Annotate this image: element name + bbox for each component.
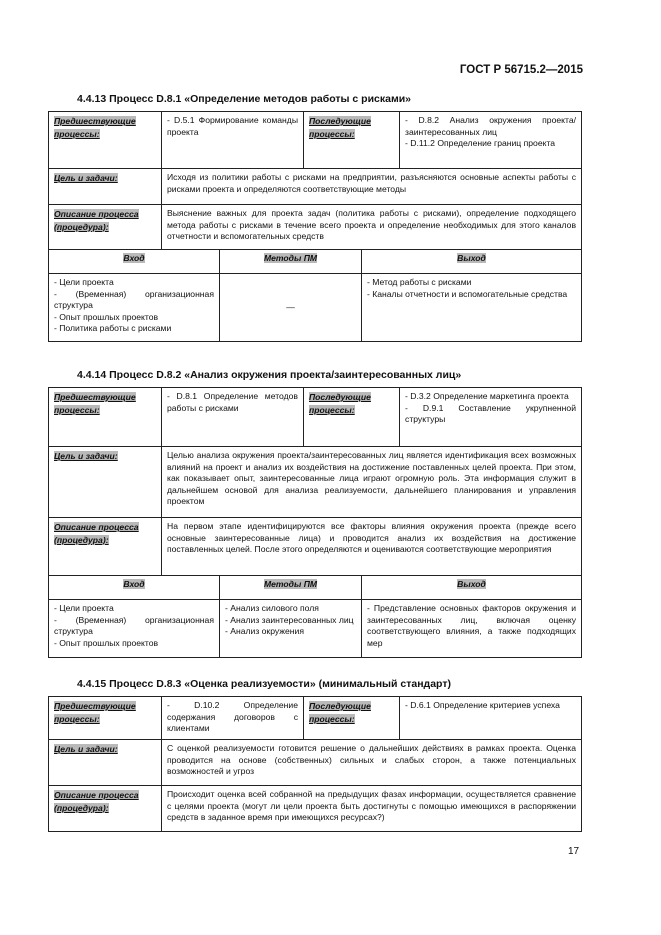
input-header-label: Вход <box>123 579 145 589</box>
list-item: - Каналы отчетности и вспомогательные средства <box>367 288 568 299</box>
prev-item: - D.5.1 Формирование команды проекта <box>167 115 298 137</box>
input-list <box>49 600 220 658</box>
desc-label-cell <box>49 786 162 832</box>
list-item: - Опыт прошлых проектов <box>54 311 159 322</box>
list-item: - Цели проекта <box>54 603 114 613</box>
methods-header-label: Методы ПМ <box>263 579 318 589</box>
next-label-cell <box>304 112 400 169</box>
prev-label-cell <box>49 697 162 740</box>
page-number: 17 <box>568 846 580 857</box>
goal-label: Цель и задачи: <box>54 173 118 183</box>
prev-label: Предшествующие процессы: <box>54 392 136 415</box>
output-header <box>362 250 582 274</box>
list-item: - Цели проекта <box>54 277 114 287</box>
desc-label-cell <box>49 518 162 576</box>
next-processes <box>400 697 582 740</box>
goal-label: Цель и задачи: <box>54 744 118 754</box>
desc-text: Происходит оценка всей собранной на предыдущих фазах информации, осуществляется сравнение с целями проекта (могут ли цели проекта быть достигнуты с помощью имеющихся в распоряжении средств в заданное время при имеющихся ресурсах?) <box>162 786 582 832</box>
list-item: - (Временная) организационная структура <box>54 288 214 310</box>
next-processes <box>400 388 582 447</box>
goal-label-cell <box>49 447 162 518</box>
prev-processes <box>162 388 304 447</box>
next-item: - D.9.1 Составление укрупненной структуры <box>405 402 577 424</box>
list-item: - Представление основных факторов окружения и заинтересованных лиц, включая оценку соответствующего влияния, а также подходящих мер <box>367 603 577 648</box>
section-heading: 4.4.15 Процесс D.8.3 «Оценка реализуемости» (минимальный стандарт) <box>77 678 451 690</box>
next-label-cell <box>304 388 400 447</box>
methods-header-label: Методы ПМ <box>263 253 318 263</box>
next-item: - D.8.2 Анализ окружения проекта/заинтересованных лиц <box>405 115 577 137</box>
input-header <box>49 576 220 600</box>
list-item: - Анализ заинтересованных лиц <box>225 614 354 625</box>
output-header-label: Выход <box>457 253 486 263</box>
goal-label-cell <box>49 740 162 786</box>
standard-number: ГОСТ Р 56715.2—2015 <box>459 64 583 76</box>
desc-text: Выяснение важных для проекта задач (политика работы с рисками), определение подходящего метода работы с рисками в течение всего проекта и определение необходимых для этого каналов отчетности и вспомогательных средств <box>162 205 582 250</box>
desc-label: Описание процесса (процедура): <box>54 209 139 232</box>
methods-header <box>220 576 362 600</box>
desc-text: На первом этапе идентифицируются все факторы влияния окружения проекта (прежде всего основные заинтересованные лица) и проводится анализ их воздействия на достижение поставленных целей. После этого определяются и оцениваются соответствующие мероприятия <box>162 518 582 576</box>
next-processes <box>400 112 582 169</box>
list-item: - Метод работы с рисками <box>367 277 472 287</box>
next-item: - D.3.2 Определение маркетинга проекта <box>405 391 569 401</box>
next-label: Последующие процессы: <box>309 392 371 415</box>
list-item: - Политика работы с рисками <box>54 323 172 333</box>
output-header-label: Выход <box>457 579 486 589</box>
goal-text: Исходя из политики работы с рисками на предприятии, разъясняются основные аспекты работы с рисками проекта и определяются соответствующие методы <box>162 169 582 205</box>
prev-item: - D.8.1 Определение методов работы с рисками <box>167 391 298 413</box>
list-item: - Анализ окружения <box>225 626 304 636</box>
list-item: — <box>286 302 295 313</box>
next-item: - D.6.1 Определение критериев успеха <box>405 700 560 710</box>
process-table <box>48 387 582 658</box>
prev-label: Предшествующие процессы: <box>54 701 136 724</box>
methods-list <box>220 600 362 658</box>
section-heading: 4.4.14 Процесс D.8.2 «Анализ окружения проекта/заинтересованных лиц» <box>77 369 462 381</box>
list-item: - Опыт прошлых проектов <box>54 637 159 648</box>
prev-processes <box>162 112 304 169</box>
methods-header <box>220 250 362 274</box>
process-table <box>48 696 582 832</box>
desc-label-cell <box>49 205 162 250</box>
desc-label: Описание процесса (процедура): <box>54 522 139 545</box>
process-table <box>48 111 582 342</box>
goal-text: С оценкой реализуемости готовится решение о дальнейших действиях в рамках проекта. Оценка проводится на основе (собственных) сильных и слабых сторон, а также потенциальных возможностей и угроз <box>162 740 582 786</box>
next-label: Последующие процессы: <box>309 701 371 724</box>
input-header <box>49 250 220 274</box>
prev-processes <box>162 697 304 740</box>
methods-list <box>220 274 362 342</box>
list-item: - Анализ силового поля <box>225 603 319 613</box>
output-header <box>362 576 582 600</box>
output-list <box>362 274 582 342</box>
prev-item: - D.10.2 Определение содержания договоров с клиентами <box>167 700 298 733</box>
section-heading: 4.4.13 Процесс D.8.1 «Определение методов работы с рисками» <box>77 93 412 105</box>
prev-label-cell <box>49 112 162 169</box>
goal-text: Целью анализа окружения проекта/заинтересованных лиц является идентификация всех возможных влияний на проект и анализ их воздействия на достижение поставленных целей проекта. При этом, как показывает опыт, заинтересованные лица играют огромную роль. Эта информация служит в дальнейшем основой для анализа реализуемости, дальнейшего планирования и управления проектом <box>162 447 582 518</box>
goal-label-cell <box>49 169 162 205</box>
next-item: - D.11.2 Определение границ проекта <box>405 138 556 148</box>
desc-label: Описание процесса (процедура): <box>54 790 139 813</box>
goal-label: Цель и задачи: <box>54 451 118 461</box>
next-label: Последующие процессы: <box>309 116 371 139</box>
output-list <box>362 600 582 658</box>
prev-label-cell <box>49 388 162 447</box>
input-list <box>49 274 220 342</box>
next-label-cell <box>304 697 400 740</box>
prev-label: Предшествующие процессы: <box>54 116 136 139</box>
input-header-label: Вход <box>123 253 145 263</box>
list-item: - (Временная) организационная структура <box>54 614 214 636</box>
